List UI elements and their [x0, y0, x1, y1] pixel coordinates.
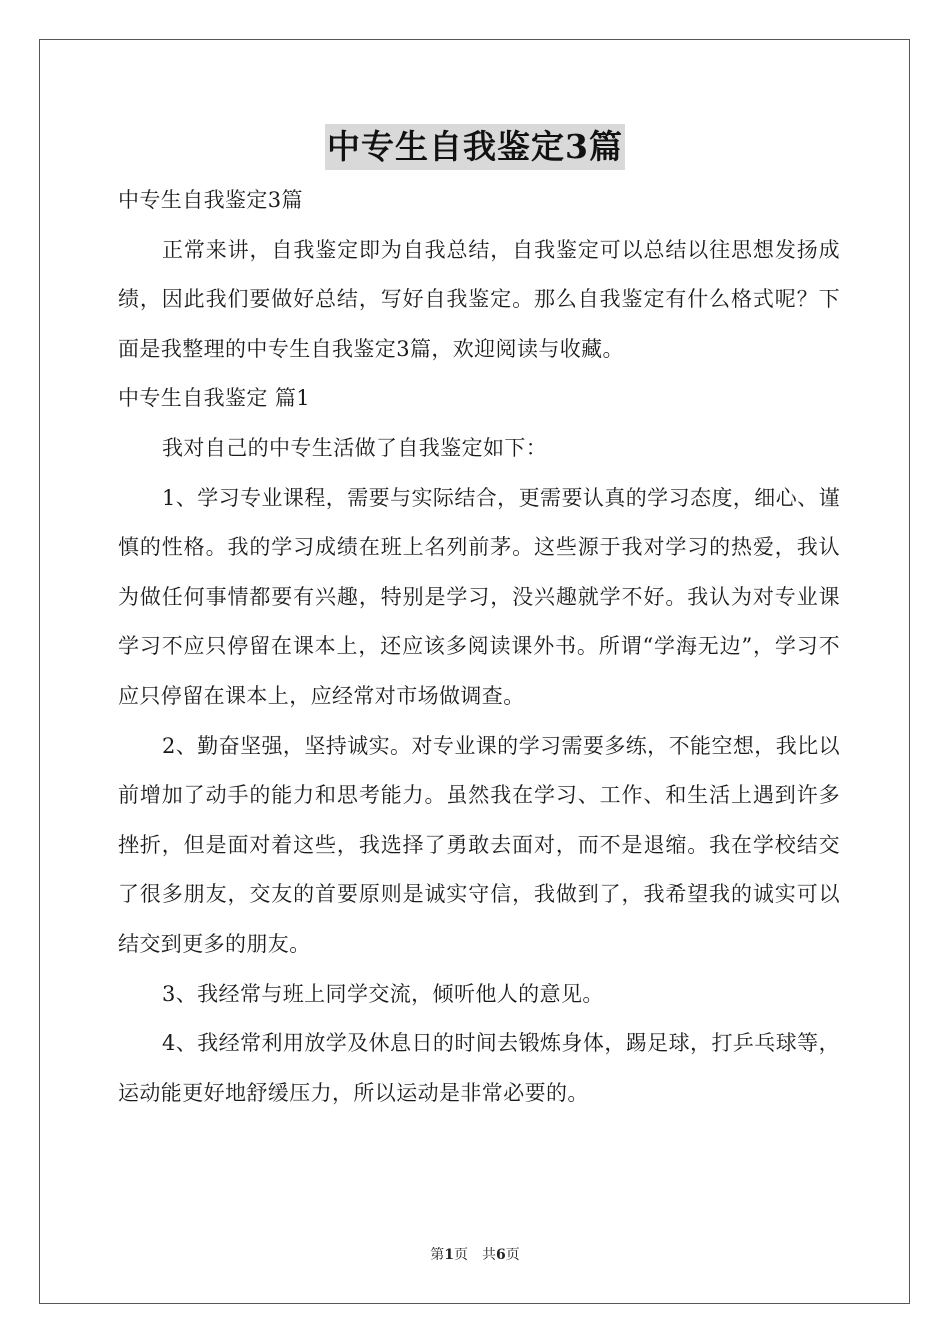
paragraph-item-3: 3、我经常与班上同学交流，倾听他人的意见。 — [162, 981, 604, 1006]
document-title: 中专生自我鉴定3篇 — [325, 124, 625, 170]
section-heading: 中专生自我鉴定 篇1 — [118, 386, 311, 411]
subtitle-line: 中专生自我鉴定3篇 — [118, 188, 303, 212]
footer-page-current: 1 — [444, 1247, 454, 1263]
page-footer — [0, 1244, 950, 1264]
footer-page-prefix: 第 — [430, 1247, 445, 1263]
title-wrap — [0, 124, 950, 170]
paragraph-item-4: 4、我经常利用放学及休息日的时间去锻炼身体，踢足球，打乒乓球等，运动能更好地舒缓压力，所以运动是非常必要的。 — [118, 1031, 840, 1105]
paragraph-item-1: 1、学习专业课程，需要与实际结合，更需要认真的学习态度，细心、谨慎的性格。我的学习成绩在班上名列前茅。这些源于我对学习的热爱，我认为做任何事情都要有兴趣，特别是学习，没兴趣就学不好。我认为对专业课学习不应只停留在课本上，还应该多阅读课外书。所谓“学海无边”，学习不应只停留在课本上，应经常对市场做调查。 — [118, 485, 840, 708]
footer-page-suffix: 页 — [505, 1247, 520, 1263]
intro-paragraph: 正常来讲，自我鉴定即为自我总结，自我鉴定可以总结以往思想发扬成绩，因此我们要做好总结，写好自我鉴定。那么自我鉴定有什么格式呢？下面是我整理的中专生自我鉴定3篇，欢迎阅读与收藏。 — [118, 237, 840, 361]
paragraph-opening: 我对自己的中专生活做了自我鉴定如下： — [162, 435, 548, 460]
document-body — [118, 176, 840, 1118]
footer-page-mid: 页 共 — [454, 1247, 496, 1263]
footer-page-total: 6 — [496, 1247, 506, 1263]
paragraph-item-2: 2、勤奋坚强，坚持诚实。对专业课的学习需要多练，不能空想，我比以前增加了动手的能力和思考能力。虽然我在学习、工作、和生活上遇到许多挫折，但是面对着这些，我选择了勇敢去面对，而不是退缩。我在学校结交了很多朋友，交友的首要原则是诚实守信，我做到了，我希望我的诚实可以结交到更多的朋友。 — [118, 733, 840, 956]
